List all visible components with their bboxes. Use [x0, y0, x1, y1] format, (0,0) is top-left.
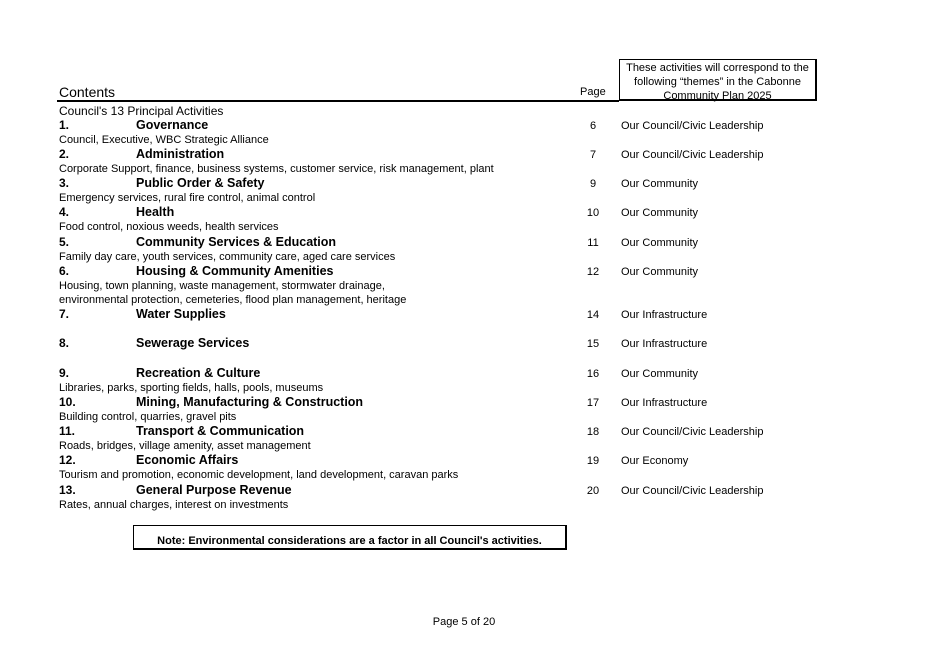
- activity-name: Governance: [136, 118, 209, 132]
- activity-description: Food control, noxious weeds, health services: [59, 221, 279, 233]
- activity-name: Transport & Communication: [136, 424, 305, 438]
- activity-description: environmental protection, cemeteries, flood plan management, heritage: [59, 294, 407, 306]
- activity-description: Tourism and promotion, economic development, land development, caravan parks: [59, 469, 459, 481]
- activity-name: Housing & Community Amenities: [136, 264, 334, 278]
- activity-name: General Purpose Revenue: [136, 483, 292, 497]
- activity-name: Health: [136, 205, 175, 219]
- activity-description: Council, Executive, WBC Strategic Alliance: [59, 134, 269, 146]
- activity-number: 12.: [59, 453, 76, 467]
- activity-page: 12: [586, 266, 600, 278]
- activity-page: 7: [589, 149, 597, 161]
- activity-number: 11.: [59, 424, 76, 438]
- activity-theme: Our Infrastructure: [621, 397, 708, 409]
- activity-name: Recreation & Culture: [136, 366, 261, 380]
- activity-number: 6.: [59, 264, 70, 278]
- activity-theme: Our Council/Civic Leadership: [621, 120, 764, 132]
- activity-page: 10: [586, 207, 600, 219]
- page-title: Contents: [59, 84, 116, 100]
- themes-note-line: following “themes” in the Cabonne: [634, 76, 801, 88]
- activity-page: 11: [587, 237, 599, 249]
- activity-name: Mining, Manufacturing & Construction: [136, 395, 364, 409]
- activity-page: 15: [586, 338, 600, 350]
- activity-number: 10.: [59, 395, 76, 409]
- activity-theme: Our Council/Civic Leadership: [621, 149, 764, 161]
- activity-theme: Our Community: [621, 266, 699, 278]
- activity-page: 14: [586, 309, 600, 321]
- activity-number: 3.: [59, 176, 70, 190]
- activity-description: Emergency services, rural fire control, animal control: [59, 192, 316, 204]
- activity-page: 19: [586, 455, 600, 467]
- themes-note-line: Community Plan 2025: [663, 90, 772, 102]
- activity-name: Economic Affairs: [136, 453, 239, 467]
- activity-theme: Our Community: [621, 368, 699, 380]
- activity-description: Building control, quarries, gravel pits: [59, 411, 237, 423]
- activity-number: 9.: [59, 366, 70, 380]
- activity-page: 16: [586, 368, 600, 380]
- activity-number: 1.: [59, 118, 70, 132]
- activity-theme: Our Council/Civic Leadership: [621, 485, 764, 497]
- section-subheading: Council's 13 Principal Activities: [59, 104, 224, 118]
- activity-name: Community Services & Education: [136, 235, 337, 249]
- page-column-header: Page: [580, 86, 606, 98]
- activity-description: Housing, town planning, waste management, stormwater drainage,: [59, 280, 385, 292]
- themes-note-line: These activities will correspond to the: [626, 62, 809, 74]
- activity-theme: Our Infrastructure: [621, 338, 708, 350]
- activity-number: 8.: [59, 336, 70, 350]
- activity-page: 17: [586, 397, 600, 409]
- activity-description: Corporate Support, finance, business systems, customer service, risk management, plant: [59, 163, 494, 175]
- activity-number: 7.: [59, 307, 70, 321]
- activity-theme: Our Council/Civic Leadership: [621, 426, 764, 438]
- activity-page: 20: [586, 485, 600, 497]
- activity-name: Administration: [136, 147, 225, 161]
- page-footer: Page 5 of 20: [432, 616, 496, 628]
- activity-theme: Our Community: [621, 237, 699, 249]
- activity-name: Water Supplies: [136, 307, 226, 321]
- header-rule: [57, 100, 619, 102]
- activity-number: 5.: [59, 235, 70, 249]
- activity-name: Sewerage Services: [136, 336, 250, 350]
- activity-number: 13.: [59, 483, 76, 497]
- activity-name: Public Order & Safety: [136, 176, 265, 190]
- activity-page: 6: [589, 120, 597, 132]
- activity-page: 18: [586, 426, 600, 438]
- activity-page: 9: [589, 178, 597, 190]
- activity-description: Libraries, parks, sporting fields, halls, pools, museums: [59, 382, 324, 394]
- activity-number: 2.: [59, 147, 70, 161]
- activity-theme: Our Economy: [621, 455, 689, 467]
- themes-note-box: [619, 59, 817, 101]
- activity-number: 4.: [59, 205, 70, 219]
- activity-description: Family day care, youth services, community care, aged care services: [59, 251, 396, 263]
- activity-description: Roads, bridges, village amenity, asset management: [59, 440, 311, 452]
- activity-theme: Our Community: [621, 207, 699, 219]
- activity-description: Rates, annual charges, interest on investments: [59, 499, 289, 511]
- activity-theme: Our Community: [621, 178, 699, 190]
- environmental-note: Note: Environmental considerations are a factor in all Council's activities.: [133, 525, 567, 550]
- activity-theme: Our Infrastructure: [621, 309, 708, 321]
